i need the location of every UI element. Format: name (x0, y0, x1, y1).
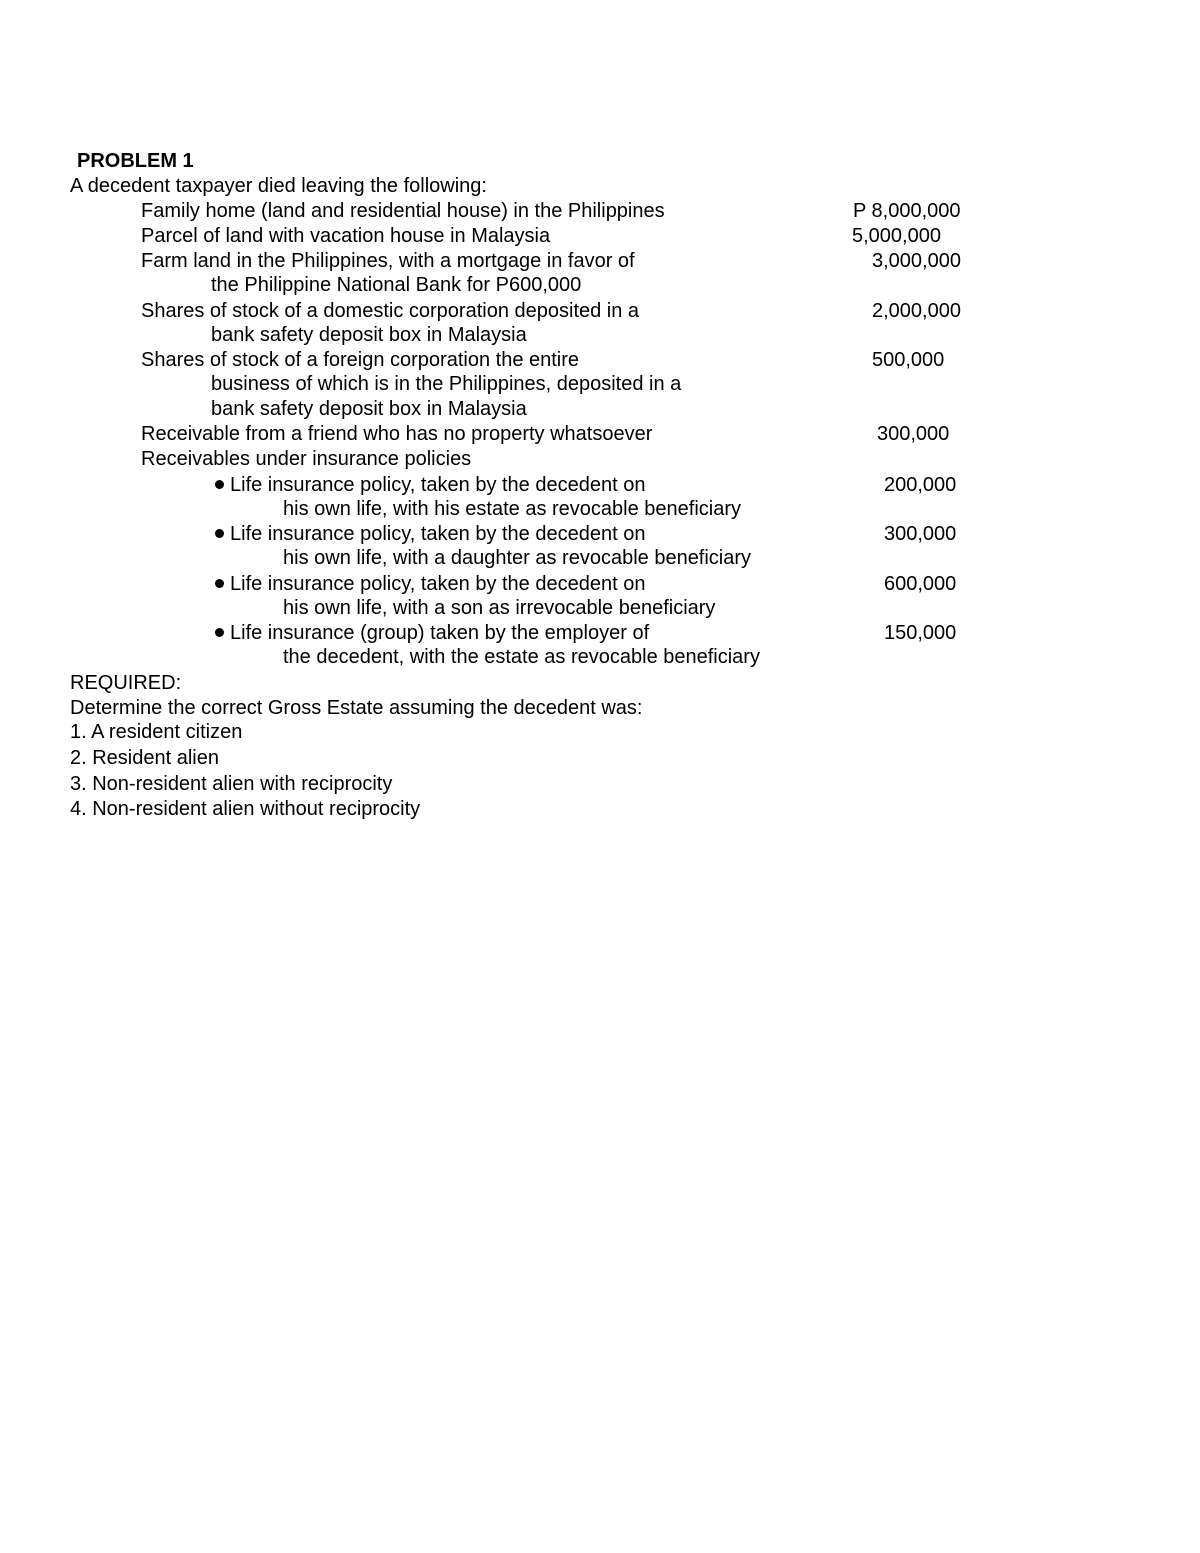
item-insurance-header: Receivables under insurance policies (141, 448, 472, 470)
option-item: 3. Non-resident alien with reciprocity (70, 773, 393, 795)
bullet-icon (215, 480, 224, 489)
bullet-icon (215, 579, 224, 588)
insurance-item (215, 522, 645, 546)
required-text: Determine the correct Gross Estate assuming the decedent was: (70, 697, 643, 719)
item-foreign-shares-cont-1: business of which is in the Philippines, deposited in a (211, 373, 682, 395)
option-item: 1. A resident citizen (70, 721, 243, 743)
insurance-item-amount: 200,000 (884, 474, 957, 496)
bullet-icon (215, 628, 224, 637)
insurance-item-cont: the decedent, with the estate as revocable beneficiary (283, 646, 760, 668)
item-farm-land: Farm land in the Philippines, with a mortgage in favor of (141, 250, 635, 272)
insurance-item (215, 621, 649, 645)
problem-title: PROBLEM 1 (77, 150, 194, 172)
insurance-item-text: Life insurance policy, taken by the decedent on (230, 474, 646, 496)
insurance-item-text: Life insurance policy, taken by the decedent on (230, 573, 646, 595)
intro-text: A decedent taxpayer died leaving the following: (70, 175, 487, 197)
item-farm-land-amount: 3,000,000 (872, 250, 961, 272)
option-item: 2. Resident alien (70, 747, 219, 769)
item-family-home-amount: P 8,000,000 (853, 200, 961, 222)
item-domestic-shares-cont: bank safety deposit box in Malaysia (211, 324, 527, 346)
required-label: REQUIRED: (70, 672, 182, 694)
item-malaysia-land-amount: 5,000,000 (852, 225, 941, 247)
insurance-item (215, 473, 645, 497)
item-receivable-friend-amount: 300,000 (877, 423, 950, 445)
item-receivable-friend: Receivable from a friend who has no property whatsoever (141, 423, 653, 445)
bullet-icon (215, 529, 224, 538)
insurance-item-cont: his own life, with a son as irrevocable beneficiary (283, 597, 716, 619)
insurance-item-amount: 150,000 (884, 622, 957, 644)
insurance-item-amount: 300,000 (884, 523, 957, 545)
item-foreign-shares: Shares of stock of a foreign corporation the entire (141, 349, 580, 371)
item-foreign-shares-amount: 500,000 (872, 349, 945, 371)
item-foreign-shares-cont-2: bank safety deposit box in Malaysia (211, 398, 527, 420)
item-family-home: Family home (land and residential house) in the Philippines (141, 200, 665, 222)
item-domestic-shares-amount: 2,000,000 (872, 300, 961, 322)
item-malaysia-land: Parcel of land with vacation house in Malaysia (141, 225, 551, 247)
item-farm-land-cont: the Philippine National Bank for P600,000 (211, 274, 582, 296)
insurance-item-text: Life insurance (group) taken by the employer of (230, 622, 650, 644)
insurance-item-amount: 600,000 (884, 573, 957, 595)
insurance-item-cont: his own life, with his estate as revocable beneficiary (283, 498, 742, 520)
insurance-item-text: Life insurance policy, taken by the decedent on (230, 523, 646, 545)
insurance-item (215, 572, 645, 596)
item-domestic-shares: Shares of stock of a domestic corporation deposited in a (141, 300, 640, 322)
option-item: 4. Non-resident alien without reciprocity (70, 798, 421, 820)
insurance-item-cont: his own life, with a daughter as revocable beneficiary (283, 547, 752, 569)
